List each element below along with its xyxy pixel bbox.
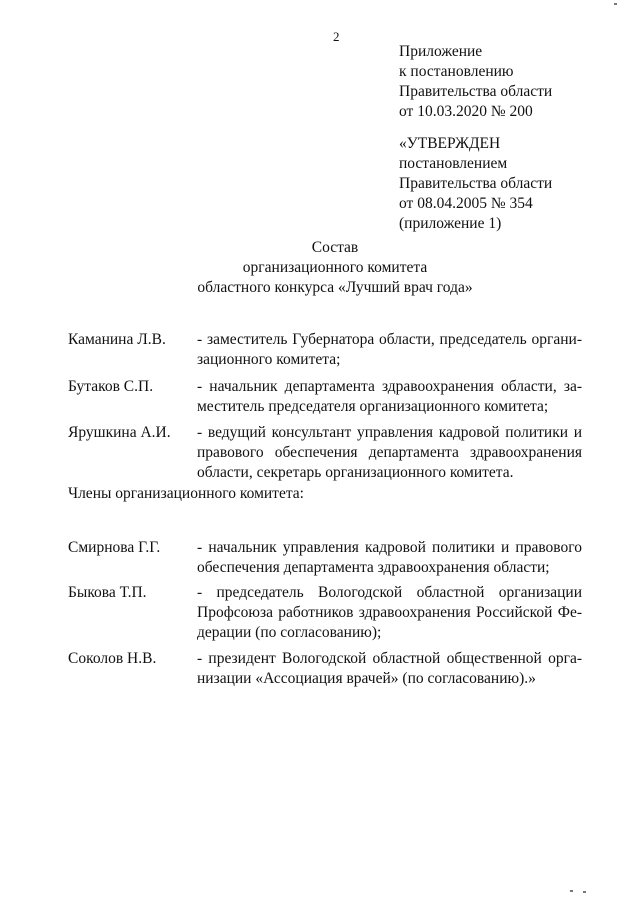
member-role: - начальник управления кадровой политики и правового обеспечения департамента здравоохранения области;	[197, 539, 582, 576]
member-role: - ведущий консультант управления кадровой политики и правового обеспечения департамента здравоохранения области, секретарь организационного комитета.	[197, 424, 582, 481]
annex-line: от 10.03.2020 № 200	[399, 103, 533, 120]
scan-artifact	[570, 890, 573, 892]
approval-line: (приложение 1)	[399, 215, 502, 232]
member-role: - президент Вологодской областной общественной орга-низации «Ассоциация врачей» (по согласованию).»	[197, 650, 582, 687]
title-line: областного конкурса «Лучший врач года»	[197, 279, 473, 296]
member-name: Смирнова Г.Г.	[68, 539, 161, 556]
annex-reference	[399, 42, 552, 122]
member-name: Ярушкина А.И.	[68, 424, 171, 441]
annex-line: Приложение	[399, 43, 483, 60]
member-name: Быкова Т.П.	[68, 584, 147, 601]
page-number: 2	[333, 29, 340, 44]
member-role: - начальник департамента здравоохранения области, за-меститель председателя организационного комитета;	[197, 378, 582, 415]
member-name: Соколов Н.В.	[68, 650, 157, 667]
annex-line: к постановлению	[399, 63, 514, 80]
document-title	[120, 238, 550, 298]
scan-artifact	[583, 891, 586, 893]
approval-line: постановлением	[399, 155, 508, 172]
title-line: Состав	[311, 239, 359, 256]
member-role: - председатель Вологодской областной организации Профсоюза работников здравоохранения Российской Фе-дерации (по согласованию);	[197, 584, 582, 641]
approval-line: от 08.04.2005 № 354	[399, 195, 533, 212]
annex-line: Правительства области	[399, 83, 553, 100]
members-heading: Члены организационного комитета:	[68, 485, 304, 502]
approval-stamp	[399, 134, 552, 234]
approval-line: «УТВЕРЖДЕН	[399, 135, 501, 152]
scan-artifact	[614, 3, 617, 5]
member-name: Бутаков С.П.	[68, 378, 154, 395]
member-name: Каманина Л.В.	[68, 331, 166, 348]
title-line: организационного комитета	[242, 259, 428, 276]
approval-line: Правительства области	[399, 175, 553, 192]
member-role: - заместитель Губернатора области, председатель органи-зационного комитета;	[197, 331, 582, 368]
